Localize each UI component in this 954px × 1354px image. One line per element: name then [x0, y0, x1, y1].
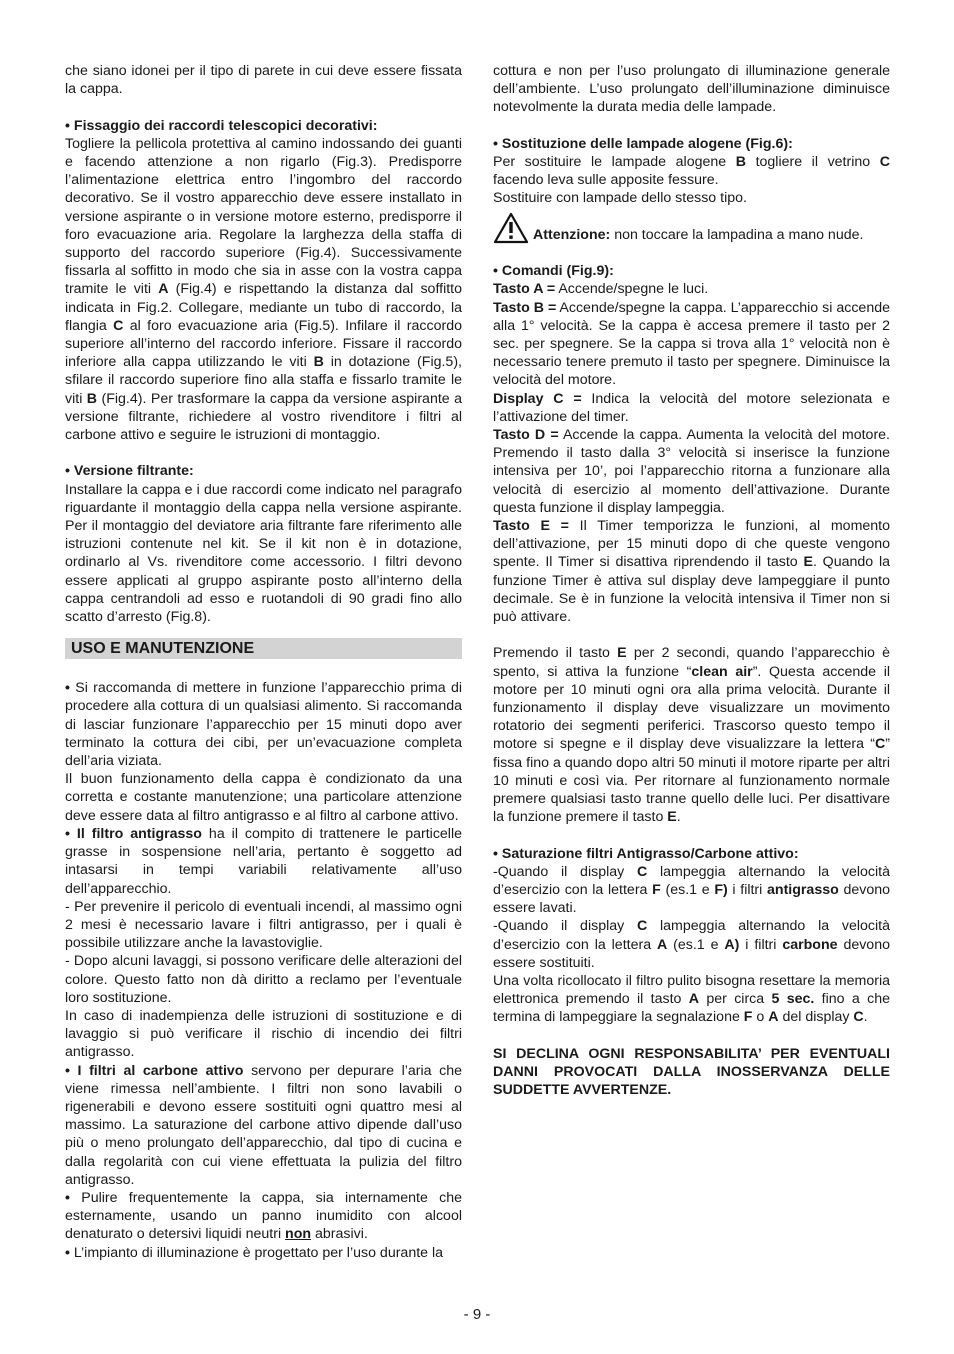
- text-run: F): [714, 882, 728, 899]
- paragraph: [65, 679, 462, 770]
- text-run: .: [863, 1009, 868, 1026]
- text-run: Il buon funzionamento della cappa è condizionato da una corretta e costante manutenzione; una particolare attenzione deve essere data al filtro antigrasso e al filtro al carbone attivo.: [65, 771, 462, 824]
- paragraph: [493, 517, 890, 626]
- text-run: • Sostituzione delle lampade alogene (Fig.6):: [493, 135, 793, 152]
- text-run: per 2 secondi, quando l’apparecchio è spento, si attiva la funzione “: [493, 645, 890, 680]
- text-run: per circa: [699, 991, 772, 1008]
- text-run: (es.1 e: [660, 882, 715, 899]
- paragraph: [493, 280, 890, 298]
- text-run: In caso di inadempienza delle istruzioni di sostituzione e di lavaggio si può verificare il rischio di incendio dei filtri antigrasso.: [65, 1007, 462, 1061]
- text-run: togliere il vetrino: [745, 154, 880, 170]
- text-run: Display C =: [493, 390, 582, 407]
- paragraph: [65, 481, 462, 627]
- paragraph: [65, 825, 462, 898]
- text-run: -Quando il display: [493, 918, 637, 935]
- text-run: E: [667, 809, 677, 826]
- text-run: •: [65, 1244, 74, 1261]
- paragraph: [493, 299, 890, 390]
- paragraph: [65, 1189, 462, 1244]
- text-run: A): [724, 936, 740, 953]
- text-run: Tasto B =: [493, 299, 557, 316]
- disclaimer: [493, 1045, 890, 1100]
- text-run: Accende/spegne la cappa. L’apparecchio si accende alla 1° velocità. Se la cappa è accesa premere il tasto per 2 sec. per spegnere. Se la cappa si trova alla 1° velocità non è necessario tenere premuto il tasto per spegnere. Diminuisce la velocità del motore.: [493, 299, 890, 389]
- warning-triangle-icon: [493, 212, 529, 244]
- text-run: Il Timer temporizza le funzioni, al momento dell’attivazione, per 15 minuti dopo di che queste vengono spente. Il Timer si disattiva riprendendo il tasto: [493, 518, 890, 571]
- text-run: - Per prevenire il pericolo di eventuali incendi, al massimo ogni 2 mesi è necessario lavare i filtri antigrasso, per i quali è possibile utilizzare anche la lavastoviglie.: [65, 898, 462, 952]
- paragraph: [493, 972, 890, 1027]
- text-run: F: [652, 882, 661, 899]
- paragraph: [493, 62, 890, 117]
- paragraph: [65, 1244, 462, 1262]
- text-run: • Comandi (Fig.9):: [493, 263, 614, 280]
- text-run: in dotazione (Fig.5), sfilare il raccordo superiore fino alla staffa e fissarlo tramite le viti: [65, 354, 462, 407]
- text-run: clean air: [691, 663, 753, 680]
- text-run: F: [743, 1009, 753, 1026]
- paragraph: [493, 863, 890, 918]
- text-run: Accende/spegne le luci.: [555, 281, 709, 298]
- text-run: . Quando la funzione Timer è attiva sul display deve lampeggiare il punto decimale. Se è in funzione la velocità intensiva il Timer non si può attivare.: [493, 554, 890, 626]
- text-run: B: [735, 154, 746, 170]
- paragraph: [65, 135, 462, 444]
- text-run: •: [65, 1189, 82, 1206]
- text-run: o: [752, 1009, 769, 1026]
- paragraph: [493, 917, 890, 972]
- text-run: Premendo il tasto: [493, 645, 618, 662]
- text-run: non: [285, 1226, 312, 1243]
- text-run: ” fissa fino a quando dopo altri 50 minuti il motore riparte per altri 10 minuti e così via. Per ritornare al funzionamento normale premere qualsiasi tasto tranne quello delle luci. Per disattivare la funzione premere il tasto: [493, 736, 890, 826]
- text-run: (Fig.4) e rispettando la distanza dal soffitto indicata in Fig.2. Collegare, mediante un tubo di raccordo, la flangia: [65, 281, 462, 334]
- text-run: Si raccomanda di mettere in funzione l’apparecchio prima di procedere alla cottura di un qualsiasi alimento. Si raccomanda di lasciar funzionare l’apparecchio per 15 minuti dopo aver terminato la cottura dei cibi, per un’evacuazione completa dell’aria viziata.: [65, 680, 462, 770]
- heading-controls: [493, 262, 890, 280]
- text-run: Installare la cappa e i due raccordi come indicato nel paragrafo riguardante il montaggio della cappa nella versione aspirante. Per il montaggio del deviatore aria filtrante fare riferimento alle istruzioni contenute nel kit. Se il kit non è in dotazione, ordinarlo al Vs. rivenditore come accessorio. I filtri devono essere applicati al gruppo aspirante posto all’interno della cappa centrandoli ad esso e ruotandoli di 90 gradi fino allo scatto d’arresto (Fig.8).: [65, 481, 462, 626]
- text-run: Tasto A =: [493, 281, 556, 298]
- text-run: L’impianto di illuminazione è progettato per l’uso durante la: [73, 1244, 444, 1261]
- paragraph: [65, 770, 462, 825]
- text-run: • Saturazione filtri Antigrasso/Carbone attivo:: [493, 845, 799, 862]
- warning-line: [493, 226, 890, 244]
- text-run: Tasto D =: [493, 427, 559, 444]
- text-run: servono per depurare l’aria che viene rimessa nell’ambiente. I filtri non sono lavabili o rigenerabili e devono essere sostituiti ogni quattro mesi al massimo. La saturazione del carbone attivo dipende dall’uso più o meno prolungato dell’apparecchio, dal tipo di cucina e dalla regolarità con cui viene effettuata la pulizia del filtro antigrasso.: [65, 1062, 462, 1188]
- text-run: B: [313, 354, 324, 371]
- text-run: ha il compito di trattenere le particelle grasse in sospensione nell’aria, pertanto è soggetto ad intasarsi in tempi variabili relativamente all’uso dell’apparecchio.: [65, 825, 462, 897]
- text-run: A: [657, 936, 668, 953]
- paragraph: [493, 644, 890, 826]
- text-run: Tasto E =: [493, 518, 569, 535]
- text-run: Accende la cappa. Aumenta la velocità del motore. Premendo il tasto dalla 3° velocità si inserisce la funzione intensiva per 10’, poi l’apparecchio ritorna a funzionare alla velocità di esercizio al momento dell’attivazione. Durante questa funzione il display lampeggia.: [493, 427, 891, 516]
- warning-text: [533, 227, 863, 243]
- text-run: -Quando il display: [493, 863, 637, 880]
- text-run: • Fissaggio dei raccordi telescopici decorativi:: [65, 117, 378, 134]
- text-run: E: [803, 554, 813, 571]
- text-run: Indica la velocità del motore selezionata e l’attivazione del timer.: [493, 390, 890, 425]
- text-run: devono essere lavati.: [493, 882, 891, 917]
- heading-filtering-version: [65, 462, 462, 480]
- text-run: - Dopo alcuni lavaggi, si possono verificare delle alterazioni del colore. Questo fatto non dà diritto a reclamo per l’eventuale loro sostituzione.: [65, 953, 462, 1006]
- right-column: [493, 62, 890, 1099]
- text-run: (es.1 e: [667, 936, 725, 953]
- text-run: del display: [778, 1009, 854, 1026]
- section-title-bar: [65, 638, 462, 659]
- paragraph: [65, 952, 462, 1007]
- text-run: C: [879, 154, 890, 170]
- heading-filter-saturation: [493, 845, 890, 863]
- text-run: A: [158, 281, 169, 298]
- paragraph: [493, 426, 890, 517]
- text-run: cottura e non per l’uso prolungato di illuminazione generale dell’ambiente. L’uso prolungato dell’illuminazione diminuisce notevolmente la durata media delle lampade.: [493, 63, 890, 116]
- text-run: Togliere la pellicola protettiva al camino indossando dei guanti e facendo attenzione a non rigarlo (Fig.3). Predisporre l’alimentazione elettrica entro l’ingombro del raccordo decorativo. Se il vostro apparecchio deve essere installato in versione aspirante o in versione motore esterno, predisporre il foro evacuazione aria. Regolare la larghezza della staffa di supporto del raccordo superiore (Fig.4). Successivamente fissarla al soffitto in modo che sia in asse con la vostra cappa tramite le viti: [65, 135, 462, 298]
- text-run: C: [875, 736, 886, 753]
- page-number: - 9 -: [463, 1306, 491, 1323]
- text-run: • Il filtro antigrasso: [65, 825, 202, 842]
- paragraph: [493, 390, 890, 426]
- paragraph: [493, 153, 890, 189]
- text-run: C: [853, 1009, 864, 1026]
- text-run: .: [676, 809, 681, 826]
- left-column: [65, 62, 462, 1262]
- text-run: che siano idonei per il tipo di parete in cui deve essere fissata la cappa.: [65, 63, 462, 98]
- heading-halogen-lamps: [493, 135, 890, 153]
- text-run: Pulire frequentemente la cappa, sia internamente che esternamente, usando un panno inumidito con alcool denaturato o detersivi liquidi neutri: [65, 1189, 462, 1243]
- text-run: C: [113, 317, 124, 334]
- paragraph: [65, 1062, 462, 1189]
- text-run: lampeggia alternando la velocità d’esercizio con la lettera: [493, 918, 890, 953]
- paragraph: [65, 898, 462, 953]
- text-run: i filtri: [727, 882, 768, 899]
- text-run: C: [637, 863, 648, 880]
- paragraph: [65, 62, 462, 98]
- section-title: USO E MANUTENZIONE: [71, 640, 255, 658]
- text-run: Sostituire con lampade dello stesso tipo.: [493, 190, 747, 207]
- text-run: 5 sec.: [771, 991, 815, 1008]
- text-run: A: [768, 1009, 779, 1026]
- paragraph: [493, 189, 890, 207]
- text-run: abrasivi.: [311, 1226, 368, 1243]
- text-run: Una volta ricollocato il filtro pulito bisogna resettare la memoria elettronica premendo il tasto: [493, 973, 890, 1008]
- text-run: lampeggia alternando la velocità d’esercizio con la lettera: [493, 863, 890, 899]
- paragraph: [65, 1007, 462, 1062]
- text-run: fino a che termina di lampeggiare la segnalazione: [493, 991, 890, 1026]
- text-run: non toccare la lampadina a mano nude.: [610, 226, 864, 243]
- text-run: A: [688, 991, 700, 1008]
- text-run: (Fig.4). Per trasformare la cappa da versione aspirante a versione filtrante, richiedere al vostro rivenditore i filtri al carbone attivo e seguire le istruzioni di montaggio.: [65, 390, 463, 444]
- heading-telescopic-fittings: [65, 117, 462, 135]
- text-run: al foro evacuazione aria (Fig.5). Infilare il raccordo superiore all’interno del raccordo inferiore. Fissare il raccordo inferiore alla cappa utilizzando le viti: [65, 317, 462, 371]
- text-run: B: [86, 390, 98, 407]
- text-run: E: [617, 645, 627, 662]
- text-run: •: [65, 680, 76, 697]
- text-run: Attenzione:: [533, 226, 611, 243]
- text-run: Per sostituire le lampade alogene: [493, 154, 736, 170]
- text-run: • Versione filtrante:: [65, 463, 194, 480]
- text-run: devono essere sostituiti.: [493, 936, 890, 971]
- text-run: ”. Questa accende il motore per 10 minuti ogni ora alla prima velocità. Durante il funzionamento il display deve visualizzare un movimento rotatorio dei segmenti periferici. Trascorso questo tempo il motore si spegne e il display deve visualizzare la lettera “: [493, 663, 891, 753]
- text-run: C: [637, 918, 648, 935]
- text-run: • I filtri al carbone attivo: [65, 1062, 244, 1079]
- text-run: antigrasso: [767, 882, 839, 899]
- text-run: SI DECLINA OGNI RESPONSABILITA’ PER EVENTUALI DANNI PROVOCATI DALLA INOSSERVANZA DELLE SUDDETTE AVVERTENZE.: [493, 1045, 890, 1099]
- text-run: i filtri: [739, 936, 783, 953]
- text-run: facendo leva sulle apposite fessure.: [493, 172, 719, 189]
- text-run: carbone: [782, 936, 838, 953]
